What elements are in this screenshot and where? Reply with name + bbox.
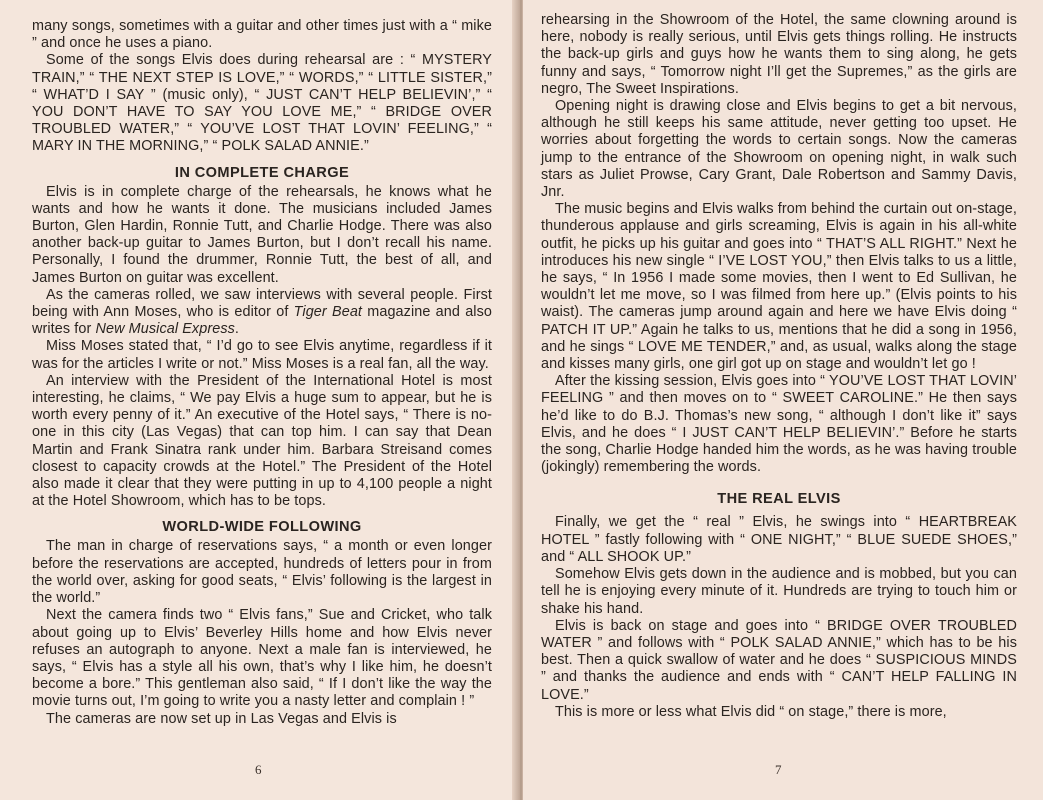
paragraph: rehearsing in the Showroom of the Hotel, the same clowning around is here, nobody is really serious, until Elvis gets things rolling. He instructs the back-up girls and guys how he wants them to sing along, he gets funny and says, “ Tomorrow night I’ll get the Supremes,” as the girls are negro, The Sweet Inspirations. bbox=[541, 12, 1017, 97]
paragraph-text: magazine and also writes for bbox=[32, 304, 492, 338]
right-page bbox=[523, 0, 1043, 800]
paragraph: Elvis is back on stage and goes into “ BRIDGE OVER TROUBLED WATER ” and follows with “ POLK SALAD ANNIE,” which has to be his best. Then a quick swallow of water and he does “ SUSPICIOUS MINDS ” and thanks the audience and ends with “ CAN’T HELP FALLING IN LOVE.” bbox=[541, 617, 1017, 703]
paragraph-text: . bbox=[234, 321, 240, 338]
paragraph: Somehow Elvis gets down in the audience and is mobbed, but you can tell he is enjoying every minute of it. Hundreds are trying to touch him or shake his hand. bbox=[541, 566, 1017, 617]
section-heading: IN COMPLETE CHARGE bbox=[174, 164, 350, 181]
paragraph: Next the camera finds two “ Elvis fans,” Sue and Cricket, who talk about going up to Elvis’ Beverley Hills home and how Elvis never refuses an autograph to anyone. Next a male fan is interviewed, he says, “ Elvis has a style all his own, that’s why I like him, he doesn’t become a bore.” This gentleman also said, “ If I don’t like the way the movie turns out, I’m going to write you a nasty letter and complain ! ” bbox=[32, 607, 492, 710]
paragraph: Finally, we get the “ real ” Elvis, he swings into “ HEARTBREAK HOTEL ” fastly following with “ ONE NIGHT,” “ BLUE SUEDE SHOES,” and “ ALL SHOOK UP.” bbox=[541, 514, 1017, 565]
paragraph: Elvis is in complete charge of the rehearsals, he knows what he wants and how he wants it done. The musicians included James Burton, Glen Hardin, Ronnie Tutt, and Charlie Hodge. There was also another back-up guitar to James Burton, but I don’t recall his name. Personally, I found the drummer, Ronnie Tutt, the best of all, and James Burton on guitar was excellent. bbox=[32, 183, 492, 286]
left-page bbox=[0, 0, 518, 800]
paragraph: The cameras are now set up in Las Vegas and Elvis is bbox=[46, 710, 397, 727]
paragraph: Miss Moses stated that, “ I’d go to see Elvis anytime, regardless if it was for the articles I write or not.” Miss Moses is a real fan, all the way. bbox=[32, 338, 492, 372]
page-number: 6 bbox=[255, 762, 262, 777]
paragraph: Opening night is drawing close and Elvis begins to get a bit nervous, although he still keeps his same attitude, never getting too upset. He worries about forgetting the words to certain songs. Now the cameras jump to the entrance of the Showroom on opening night, in walk such stars as Juliet Prowse, Cary Grant, Dale Robertson and Sammy Davis, Jnr. bbox=[541, 98, 1017, 201]
magazine-title: New Musical Express bbox=[95, 321, 235, 338]
page-number: 7 bbox=[775, 762, 782, 777]
paragraph: many songs, sometimes with a guitar and other times just with a “ mike ” and once he uses a piano. bbox=[32, 18, 492, 52]
paragraph: An interview with the President of the International Hotel is most interesting, he claims, “ We pay Elvis a huge sum to appear, but he is worth every penny of it.” An executive of the Hotel says, “ There is no-one in this city (Las Vegas) that can top him. I can say that Dean Martin and Frank Sinatra rank under him. Barbara Streisand comes closest to capacity crowds at the Hotel.” The President of the Hotel also made it clear that they were putting in up to 4,100 people a night at the Hotel Showroom, which has to be tops. bbox=[32, 372, 492, 510]
paragraph: This is more or less what Elvis did “ on stage,” there is more, bbox=[555, 703, 947, 720]
magazine-title: Tiger Beat bbox=[293, 304, 363, 321]
paragraph: The man in charge of reservations says, “ a month or even longer before the reservations are accepted, hundreds of letters pour in from the world over, asking for good seats, “ Elvis’ following is the largest in the world.” bbox=[32, 538, 492, 607]
paragraph: The music begins and Elvis walks from behind the curtain out on-stage, thunderous applause and girls screaming, Elvis is again in his all-white outfit, he picks up his guitar and goes into “ THAT’S ALL RIGHT.” Next he introduces his new single “ I’VE LOST YOU,” then Elvis talks to us a little, he says, “ In 1956 I made some movies, then I went to Ed Sullivan, he wouldn’t let me move, so I was filmed from here up.” (Elvis points to his waist). The cameras jump around again and here we have Elvis doing “ PATCH IT UP.” Again he talks to us, mentions that he did a song in 1956, and he sings “ LOVE ME TENDER,” and, as usual, walks along the stage and kisses many girls, one girl got up on stage and wouldn’t let go ! bbox=[541, 201, 1017, 373]
paragraph-text: As the cameras rolled, we saw interviews with several people. First being with Ann Moses, who is editor of bbox=[32, 286, 492, 321]
section-heading: WORLD-WIDE FOLLOWING bbox=[162, 519, 362, 536]
paragraph: Some of the songs Elvis does during rehearsal are : “ MYSTERY TRAIN,” “ THE NEXT STEP IS LOVE,” “ WORDS,” “ LITTLE SISTER,” “ WHAT’D I SAY ” (music only), “ JUST CAN’T HELP BELIEVIN’,” “ YOU DON’T HAVE TO SAY YOU LOVE ME,” “ BRIDGE OVER TROUBLED WATER,” “ YOU’VE LOST THAT LOVIN’ FEELING,” “ MARY IN THE MORNING,” “ POLK SALAD ANNIE.” bbox=[32, 52, 492, 155]
paragraph: After the kissing session, Elvis goes into “ YOU’VE LOST THAT LOVIN’ FEELING ” and then moves on to “ SWEET CAROLINE.” He then says he’d like to do B.J. Thomas’s new song, “ although I don’t like it” says Elvis, and he does “ I JUST CAN’T HELP BELIEVIN’.” Before he starts the song, Charlie Hodge handed him the words, as he was having trouble (jokingly) remembering the words. bbox=[541, 373, 1017, 476]
section-heading: THE REAL ELVIS bbox=[717, 491, 841, 508]
paragraph bbox=[32, 287, 492, 339]
